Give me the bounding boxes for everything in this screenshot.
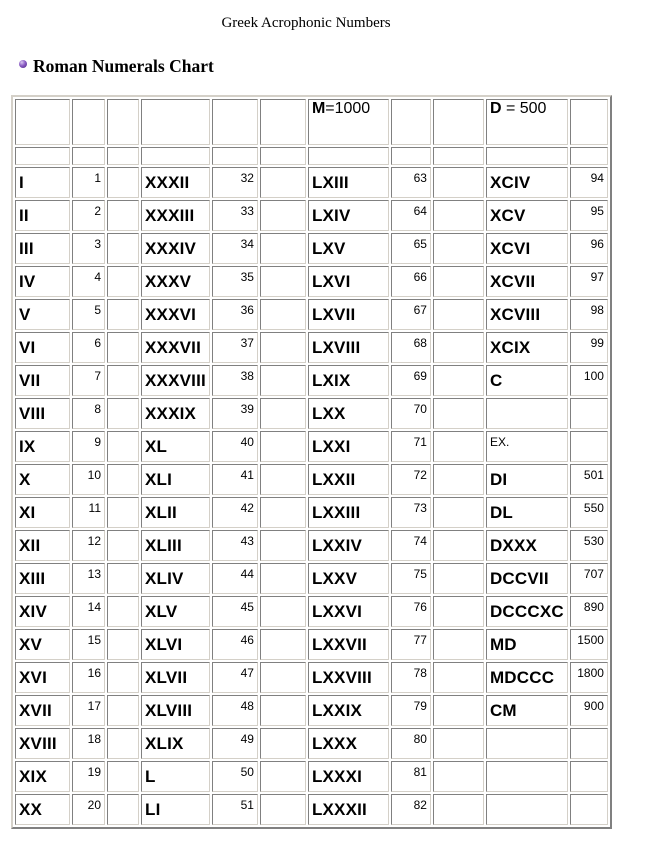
spacer-cell [260, 728, 306, 759]
spacer-cell [107, 464, 139, 495]
table-row [15, 299, 608, 330]
table-cell [260, 147, 306, 165]
value-cell: 66 [391, 266, 431, 297]
spacer-cell [260, 200, 306, 231]
spacer-cell [433, 167, 484, 198]
table-cell [391, 147, 431, 165]
value-cell: 96 [570, 233, 608, 264]
roman-cell: LXXVI [308, 596, 389, 627]
spacer-cell [260, 596, 306, 627]
table-row [15, 728, 608, 759]
roman-cell: XL [141, 431, 210, 462]
value-cell [570, 431, 608, 462]
spacer-cell [107, 200, 139, 231]
value-cell: 74 [391, 530, 431, 561]
roman-cell: XCIX [486, 332, 568, 363]
value-cell: 77 [391, 629, 431, 660]
roman-cell: LXXXI [308, 761, 389, 792]
roman-cell: LXXVII [308, 629, 389, 660]
value-cell: 68 [391, 332, 431, 363]
value-cell: 8 [72, 398, 105, 429]
roman-cell: IX [15, 431, 70, 462]
spacer-cell [107, 233, 139, 264]
value-cell: 4 [72, 266, 105, 297]
spacer-cell [107, 530, 139, 561]
roman-cell: LXXV [308, 563, 389, 594]
table-cell [433, 147, 484, 165]
value-cell: 19 [72, 761, 105, 792]
value-cell: 16 [72, 662, 105, 693]
roman-cell: LXX [308, 398, 389, 429]
table-cell [391, 99, 431, 145]
value-cell: 11 [72, 497, 105, 528]
table-cell [212, 147, 258, 165]
roman-cell: XVIII [15, 728, 70, 759]
spacer-cell [260, 629, 306, 660]
spacer-cell [260, 299, 306, 330]
value-cell: 76 [391, 596, 431, 627]
table-cell [107, 99, 139, 145]
value-cell: 48 [212, 695, 258, 726]
roman-cell: LXXIV [308, 530, 389, 561]
value-cell [570, 794, 608, 825]
table-row [15, 233, 608, 264]
roman-cell [486, 398, 568, 429]
value-cell: 100 [570, 365, 608, 396]
roman-cell [486, 728, 568, 759]
value-cell [570, 398, 608, 429]
roman-numerals-table [11, 95, 612, 829]
table-row [15, 596, 608, 627]
roman-cell: XXXV [141, 266, 210, 297]
value-cell: 39 [212, 398, 258, 429]
value-cell: 43 [212, 530, 258, 561]
value-cell: 44 [212, 563, 258, 594]
table-row [15, 530, 608, 561]
roman-cell: XXXVIII [141, 365, 210, 396]
value-cell: 20 [72, 794, 105, 825]
value-cell: 46 [212, 629, 258, 660]
roman-cell: XVII [15, 695, 70, 726]
roman-cell: LXIII [308, 167, 389, 198]
value-cell: 6 [72, 332, 105, 363]
roman-cell: C [486, 365, 568, 396]
value-cell: 501 [570, 464, 608, 495]
header-row [15, 99, 608, 145]
spacer-cell [260, 365, 306, 396]
page-title: Greek Acrophonic Numbers [221, 15, 391, 31]
value-cell: 73 [391, 497, 431, 528]
table-row [15, 662, 608, 693]
value-cell: 10 [72, 464, 105, 495]
spacer-cell [260, 794, 306, 825]
spacer-cell [433, 233, 484, 264]
roman-cell: XIX [15, 761, 70, 792]
table-cell [141, 99, 210, 145]
spacer-cell [433, 431, 484, 462]
spacer-cell [433, 761, 484, 792]
value-cell: 14 [72, 596, 105, 627]
roman-cell [486, 761, 568, 792]
roman-cell: LXXXII [308, 794, 389, 825]
roman-cell: LXVI [308, 266, 389, 297]
roman-cell: LXVII [308, 299, 389, 330]
d-header-cell [486, 99, 568, 145]
value-cell: 890 [570, 596, 608, 627]
value-cell: 3 [72, 233, 105, 264]
roman-cell: XI [15, 497, 70, 528]
spacer-cell [260, 530, 306, 561]
table-cell [15, 147, 70, 165]
roman-cell: LXIX [308, 365, 389, 396]
table-cell [570, 147, 608, 165]
value-cell: 75 [391, 563, 431, 594]
value-cell: 18 [72, 728, 105, 759]
spacer-cell [260, 266, 306, 297]
roman-cell: XIII [15, 563, 70, 594]
table-cell [308, 147, 389, 165]
spacer-cell [107, 794, 139, 825]
table-row [15, 332, 608, 363]
value-cell: 41 [212, 464, 258, 495]
roman-cell: IV [15, 266, 70, 297]
table-cell [570, 99, 608, 145]
value-cell: 47 [212, 662, 258, 693]
table-cell [15, 99, 70, 145]
value-cell: 530 [570, 530, 608, 561]
value-cell: 707 [570, 563, 608, 594]
roman-cell: XV [15, 629, 70, 660]
example-label-cell: EX. [486, 431, 568, 462]
roman-cell: XII [15, 530, 70, 561]
value-cell: 40 [212, 431, 258, 462]
value-cell: 65 [391, 233, 431, 264]
value-cell: 50 [212, 761, 258, 792]
table-row [15, 365, 608, 396]
value-cell: 78 [391, 662, 431, 693]
roman-cell [486, 794, 568, 825]
table-row [15, 794, 608, 825]
value-cell: 1 [72, 167, 105, 198]
roman-cell: XXXIX [141, 398, 210, 429]
spacer-cell [107, 728, 139, 759]
roman-cell: X [15, 464, 70, 495]
table-row [15, 200, 608, 231]
spacer-cell [433, 728, 484, 759]
spacer-cell [107, 431, 139, 462]
roman-cell: XIV [15, 596, 70, 627]
table-row [15, 398, 608, 429]
roman-cell: XLIV [141, 563, 210, 594]
roman-cell: III [15, 233, 70, 264]
table-cell [486, 147, 568, 165]
spacer-cell [433, 662, 484, 693]
roman-cell: V [15, 299, 70, 330]
spacer-cell [433, 530, 484, 561]
table-row [15, 431, 608, 462]
value-cell: 71 [391, 431, 431, 462]
spacer-cell [260, 497, 306, 528]
d-value: = 500 [501, 100, 547, 117]
value-cell: 5 [72, 299, 105, 330]
spacer-cell [433, 629, 484, 660]
value-cell: 80 [391, 728, 431, 759]
value-cell: 95 [570, 200, 608, 231]
spacer-cell [433, 497, 484, 528]
spacer-cell [260, 233, 306, 264]
value-cell: 63 [391, 167, 431, 198]
spacer-cell [260, 695, 306, 726]
roman-cell: XCVIII [486, 299, 568, 330]
table-row [15, 464, 608, 495]
value-cell: 49 [212, 728, 258, 759]
spacer-cell [433, 299, 484, 330]
value-cell: 15 [72, 629, 105, 660]
table-row [15, 761, 608, 792]
roman-cell: CM [486, 695, 568, 726]
roman-cell: MDCCC [486, 662, 568, 693]
value-cell: 70 [391, 398, 431, 429]
table-cell [72, 99, 105, 145]
roman-cell: DXXX [486, 530, 568, 561]
roman-cell: XLIII [141, 530, 210, 561]
spacer-cell [433, 563, 484, 594]
roman-cell: XCVI [486, 233, 568, 264]
roman-cell: VIII [15, 398, 70, 429]
table-cell [260, 99, 306, 145]
roman-cell: DI [486, 464, 568, 495]
spacer-cell [107, 266, 139, 297]
value-cell: 9 [72, 431, 105, 462]
table-cell [72, 147, 105, 165]
spacer-cell [433, 398, 484, 429]
table-row [15, 629, 608, 660]
roman-cell: II [15, 200, 70, 231]
value-cell: 79 [391, 695, 431, 726]
value-cell: 97 [570, 266, 608, 297]
roman-cell: DCCCXC [486, 596, 568, 627]
value-cell: 35 [212, 266, 258, 297]
chart-heading-text: Roman Numerals Chart [33, 56, 214, 76]
value-cell: 81 [391, 761, 431, 792]
roman-cell: XCV [486, 200, 568, 231]
value-cell: 32 [212, 167, 258, 198]
spacer-cell [260, 464, 306, 495]
value-cell: 34 [212, 233, 258, 264]
roman-cell: LXV [308, 233, 389, 264]
roman-cell: VII [15, 365, 70, 396]
value-cell: 13 [72, 563, 105, 594]
value-cell: 900 [570, 695, 608, 726]
spacer-cell [260, 662, 306, 693]
roman-cell: LXXX [308, 728, 389, 759]
value-cell: 12 [72, 530, 105, 561]
table-row [15, 167, 608, 198]
roman-cell: XLVIII [141, 695, 210, 726]
spacer-cell [433, 365, 484, 396]
table-row [15, 563, 608, 594]
value-cell: 99 [570, 332, 608, 363]
spacer-cell [107, 695, 139, 726]
roman-cell: LXXII [308, 464, 389, 495]
roman-cell: DL [486, 497, 568, 528]
spacer-cell [433, 332, 484, 363]
roman-cell: MD [486, 629, 568, 660]
value-cell: 67 [391, 299, 431, 330]
spacer-cell [107, 761, 139, 792]
spacer-cell [433, 695, 484, 726]
roman-cell: XXXVII [141, 332, 210, 363]
value-cell [570, 761, 608, 792]
m-value: =1000 [325, 100, 371, 117]
roman-cell: XLVII [141, 662, 210, 693]
spacer-cell [107, 167, 139, 198]
value-cell: 94 [570, 167, 608, 198]
value-cell [570, 728, 608, 759]
table-cell [141, 147, 210, 165]
roman-cell: XLV [141, 596, 210, 627]
spacer-cell [107, 596, 139, 627]
spacer-cell [260, 398, 306, 429]
value-cell: 45 [212, 596, 258, 627]
value-cell: 1800 [570, 662, 608, 693]
roman-cell: LXVIII [308, 332, 389, 363]
spacer-cell [260, 431, 306, 462]
value-cell: 69 [391, 365, 431, 396]
value-cell: 36 [212, 299, 258, 330]
value-cell: 42 [212, 497, 258, 528]
roman-cell: XXXII [141, 167, 210, 198]
roman-cell: XX [15, 794, 70, 825]
table-row [15, 695, 608, 726]
roman-cell: XLII [141, 497, 210, 528]
roman-cell: LXXIX [308, 695, 389, 726]
roman-cell: XLIX [141, 728, 210, 759]
d-symbol: D [489, 100, 502, 117]
spacer-cell [107, 497, 139, 528]
spacer-cell [107, 563, 139, 594]
spacer-cell [260, 563, 306, 594]
value-cell: 7 [72, 365, 105, 396]
spacer-cell [433, 266, 484, 297]
value-cell: 1500 [570, 629, 608, 660]
value-cell: 37 [212, 332, 258, 363]
spacer-cell [260, 761, 306, 792]
value-cell: 17 [72, 695, 105, 726]
roman-cell: XCVII [486, 266, 568, 297]
value-cell: 51 [212, 794, 258, 825]
roman-cell: LXXVIII [308, 662, 389, 693]
spacer-row [15, 147, 608, 165]
roman-cell: LXXIII [308, 497, 389, 528]
roman-cell: XLI [141, 464, 210, 495]
value-cell: 72 [391, 464, 431, 495]
spacer-cell [107, 365, 139, 396]
roman-cell: VI [15, 332, 70, 363]
roman-cell: XVI [15, 662, 70, 693]
spacer-cell [433, 596, 484, 627]
spacer-cell [107, 299, 139, 330]
chart-heading [19, 56, 214, 77]
roman-cell: XLVI [141, 629, 210, 660]
value-cell: 64 [391, 200, 431, 231]
roman-cell: XXXVI [141, 299, 210, 330]
roman-cell: L [141, 761, 210, 792]
roman-cell: XCIV [486, 167, 568, 198]
value-cell: 33 [212, 200, 258, 231]
spacer-cell [107, 629, 139, 660]
roman-cell: DCCVII [486, 563, 568, 594]
value-cell: 550 [570, 497, 608, 528]
roman-cell: I [15, 167, 70, 198]
spacer-cell [107, 332, 139, 363]
value-cell: 82 [391, 794, 431, 825]
value-cell: 38 [212, 365, 258, 396]
spacer-cell [433, 464, 484, 495]
value-cell: 2 [72, 200, 105, 231]
spacer-cell [433, 794, 484, 825]
bullet-icon [19, 60, 27, 68]
roman-cell: LXIV [308, 200, 389, 231]
spacer-cell [260, 167, 306, 198]
table-cell [107, 147, 139, 165]
m-symbol: M [311, 100, 326, 117]
table-cell [433, 99, 484, 145]
m-header-cell [308, 99, 389, 145]
table-cell [212, 99, 258, 145]
spacer-cell [260, 332, 306, 363]
roman-cell: LI [141, 794, 210, 825]
spacer-cell [107, 662, 139, 693]
spacer-cell [433, 200, 484, 231]
table-row [15, 266, 608, 297]
roman-cell: XXXIV [141, 233, 210, 264]
roman-cell: LXXI [308, 431, 389, 462]
value-cell: 98 [570, 299, 608, 330]
roman-cell: XXXIII [141, 200, 210, 231]
spacer-cell [107, 398, 139, 429]
table-row [15, 497, 608, 528]
